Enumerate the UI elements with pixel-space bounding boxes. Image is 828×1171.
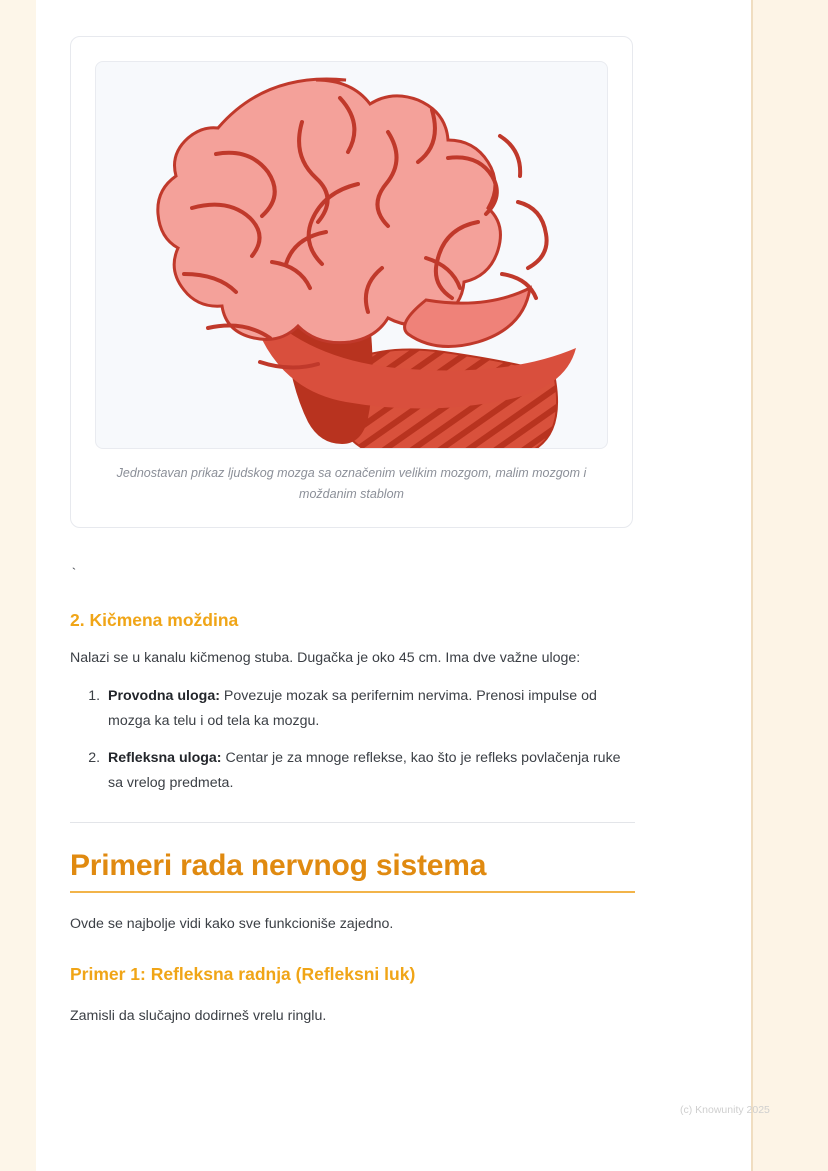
figure-image-panel bbox=[95, 61, 608, 449]
title-underline bbox=[70, 891, 635, 893]
example-1-text: Zamisli da slučajno dodirneš vrelu ringlu. bbox=[70, 1008, 327, 1024]
list-item-text: Centar je za mnoge reflekse, kao što je refleks povlačenja ruke sa vrelog predmeta. bbox=[108, 750, 621, 791]
document-content bbox=[70, 36, 635, 1030]
list-item bbox=[104, 746, 635, 796]
example-1-heading: Primer 1: Refleksna radnja (Refleksni luk) bbox=[70, 964, 416, 984]
footer-copyright: (c) Knowunity 2025 bbox=[680, 1104, 770, 1116]
right-margin bbox=[752, 0, 828, 1171]
examples-title-block bbox=[70, 849, 635, 893]
page-sheet bbox=[36, 0, 751, 1171]
right-margin-rule bbox=[751, 0, 753, 1171]
left-margin bbox=[0, 0, 36, 1171]
spinal-cord-roles-list bbox=[70, 684, 635, 796]
list-item-text: Povezuje mozak sa perifernim nervima. Prenosi impulse od mozga ka telu i od tela ka mozgu. bbox=[108, 688, 597, 729]
list-item bbox=[104, 684, 635, 734]
examples-intro: Ovde se najbolje vidi kako sve funkcioniše zajedno. bbox=[70, 916, 394, 932]
stray-backtick: ` bbox=[70, 566, 78, 581]
page-title-examples: Primeri rada nervnog sistema bbox=[70, 849, 487, 882]
section-paragraph-spinal-cord: Nalazi se u kanalu kičmenog stuba. Dugačka je oko 45 cm. Ima dve važne uloge: bbox=[70, 650, 581, 666]
section-divider bbox=[70, 822, 635, 823]
figure-caption: Jednostavan prikaz ljudskog mozga sa označenim velikim mozgom, malim mozgom i moždanim stablom bbox=[116, 466, 587, 501]
list-item-label: Provodna uloga: bbox=[108, 688, 220, 704]
list-item-label: Refleksna uloga: bbox=[108, 750, 222, 766]
figure-card bbox=[70, 36, 633, 528]
section-heading-spinal-cord: 2. Kičmena moždina bbox=[70, 610, 239, 630]
human-brain-diagram-icon bbox=[96, 62, 607, 448]
